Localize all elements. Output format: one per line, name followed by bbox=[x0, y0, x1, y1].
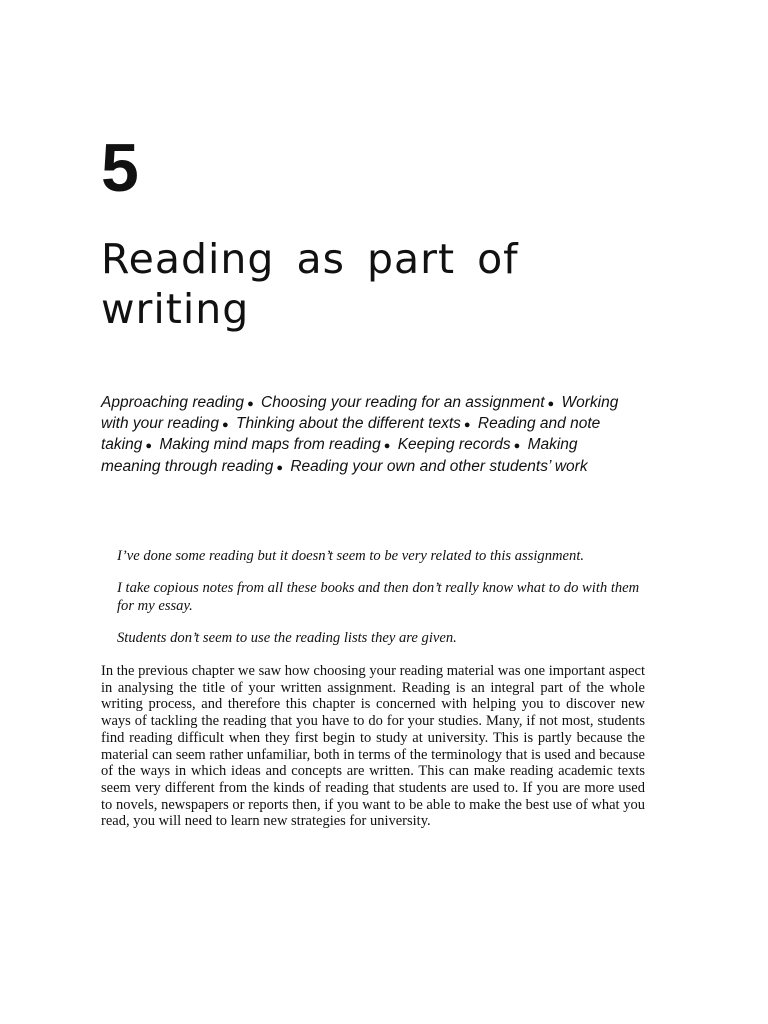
body-paragraph: In the previous chapter we saw how choosing your reading material was one important aspect in analysing the title of your written assignment. Reading is an integral part of the whole writing process, and therefore this chapter is concerned with helping you to discover new ways of tackling the reading that you have to do for your studies. Many, if not most, students find reading difficult when they first begin to study at university. This is partly because the material can seem rather unfamiliar, both in terms of the terminology that is used and because of the ways in which ideas and concepts are written. This can make reading academic texts seem very different from the kinds of reading that students are used to. If you are more used to novels, newspapers or reports then, if you want to be able to make the best use of what you read, you will need to learn new strategies for university. bbox=[101, 663, 645, 830]
topic-item: Reading your own and other students’ work bbox=[290, 457, 588, 475]
topic-item: Approaching reading bbox=[101, 394, 245, 411]
topic-item: Choosing your reading for an assignment bbox=[261, 394, 545, 411]
bullet-separator-icon: ● bbox=[222, 419, 229, 432]
topic-item: Reading and note taking bbox=[101, 415, 601, 454]
chapter-title: Reading as part of writing bbox=[101, 235, 519, 333]
topic-item: Making meaning through reading bbox=[101, 436, 578, 475]
chapter-topics bbox=[101, 393, 641, 478]
bullet-separator-icon: ● bbox=[145, 440, 153, 453]
bullet-separator-icon: ● bbox=[513, 440, 521, 453]
quote: Students don’t seem to use the reading lists they are given. bbox=[117, 629, 457, 646]
bullet-separator-icon: ● bbox=[276, 461, 284, 474]
topic-item: Keeping records bbox=[397, 436, 511, 454]
quote: I take copious notes from all these books and then don’t really know what to do with them for my essay. bbox=[117, 580, 640, 614]
bullet-separator-icon: ● bbox=[383, 440, 391, 453]
topic-item: Thinking about the different texts bbox=[236, 415, 461, 433]
bullet-separator-icon: ● bbox=[247, 398, 254, 410]
topic-item: Working with your reading bbox=[101, 394, 619, 433]
quote: I’ve done some reading but it doesn’t seem to be very related to this assignment. bbox=[117, 548, 585, 564]
bullet-separator-icon: ● bbox=[463, 419, 471, 432]
topic-item: Making mind maps from reading bbox=[159, 436, 381, 454]
student-quotes bbox=[117, 548, 647, 662]
chapter-number: 5 bbox=[101, 130, 139, 206]
bullet-separator-icon: ● bbox=[547, 398, 555, 410]
